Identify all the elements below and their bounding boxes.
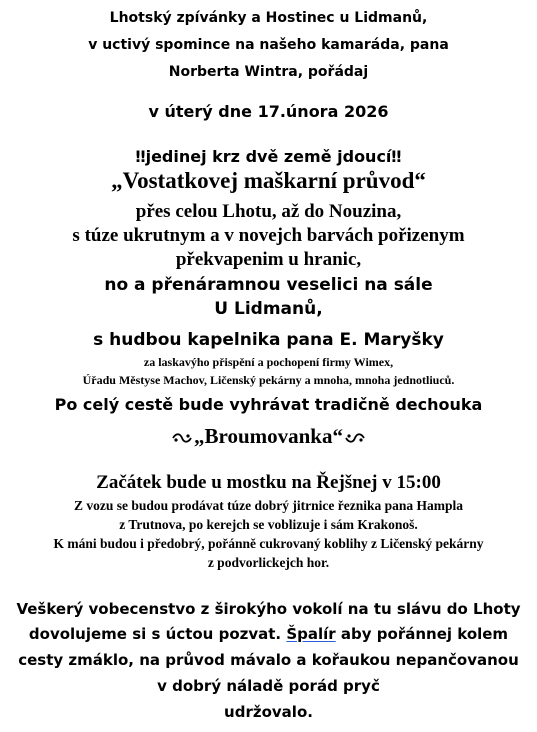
closing-line-3: cesty zmáklo, na průvod mávalo a kořaukou nepančovanou — [18, 651, 519, 669]
fleuron-icon — [172, 432, 192, 444]
food-line-2: z Trutnova, po kerejch se voblizuje i sám Krakonoš. — [119, 517, 418, 532]
intro-line-3: Norberta Wintra, pořádaj — [168, 64, 369, 80]
food-line-1: Z vozu se budou prodávat túze dobrý jitrnice řeznika pana Hampla — [73, 498, 464, 513]
intro-line-2: v uctivý spomince na našeho kamaráda, pana — [88, 37, 449, 53]
route-line-2: s túze ukrutnym a v novejch barvách pořizenym — [72, 225, 465, 246]
sponsors-line-2: Úřadu Městyse Machov, Ličenský pekárny a mnoha, mnoha jednotliuců. — [82, 373, 455, 387]
food-line-4: z podvorlickejch hor. — [207, 555, 330, 570]
closing-line-2-start: dovolujeme si s úctou pozvat. — [28, 625, 287, 643]
music-line: s hudbou kapelnika pana E. Maryšky — [93, 330, 444, 350]
intro-line-1: Lhotský zpívánky a Hostinec u Lidmanů, — [109, 10, 428, 26]
route-line-3: překvapenim u hranic, — [175, 249, 362, 270]
band-name: „Broumovanka“ — [194, 424, 343, 448]
fleuron-icon — [345, 432, 365, 444]
closing-line-1: Veškerý vobecenstvo z širokýho vokolí na tu slávu do Lhoty — [16, 600, 521, 618]
band-name-line — [0, 424, 537, 449]
food-line-3: K máni budou i předobrý, pořánně cukrovaný koblihy z Ličenský pekárny — [53, 536, 484, 551]
closing-line-2 — [0, 625, 537, 643]
spalir-link[interactable]: Špalír — [286, 625, 336, 643]
start-info: Začátek bude u mostku na Řejšnej v 15:00 — [96, 472, 441, 493]
tagline: ‼jedinej krz dvě země jdoucí‼ — [135, 147, 402, 166]
party-line-2: U Lidmanů, — [214, 299, 323, 319]
closing-line-4: v dobrý náladě porád pryč — [157, 677, 380, 695]
closing-line-5: udržovalo. — [224, 703, 313, 721]
event-title: „Vostatkovej maškarní průvod“ — [111, 168, 426, 193]
band-intro: Po celý cestě bude vyhrávat tradičně dechouka — [54, 395, 483, 414]
closing-line-2-end: aby pořánnej kolem — [335, 625, 509, 643]
party-line-1: no a přenáramnou veselici na sále — [104, 275, 433, 295]
route-line-1: přes celou Lhotu, až do Nouzina, — [135, 201, 402, 222]
sponsors-line-1: za laskavýho přispění a pochopení firmy Wimex, — [143, 355, 394, 369]
event-date: v úterý dne 17.února 2026 — [148, 102, 389, 121]
